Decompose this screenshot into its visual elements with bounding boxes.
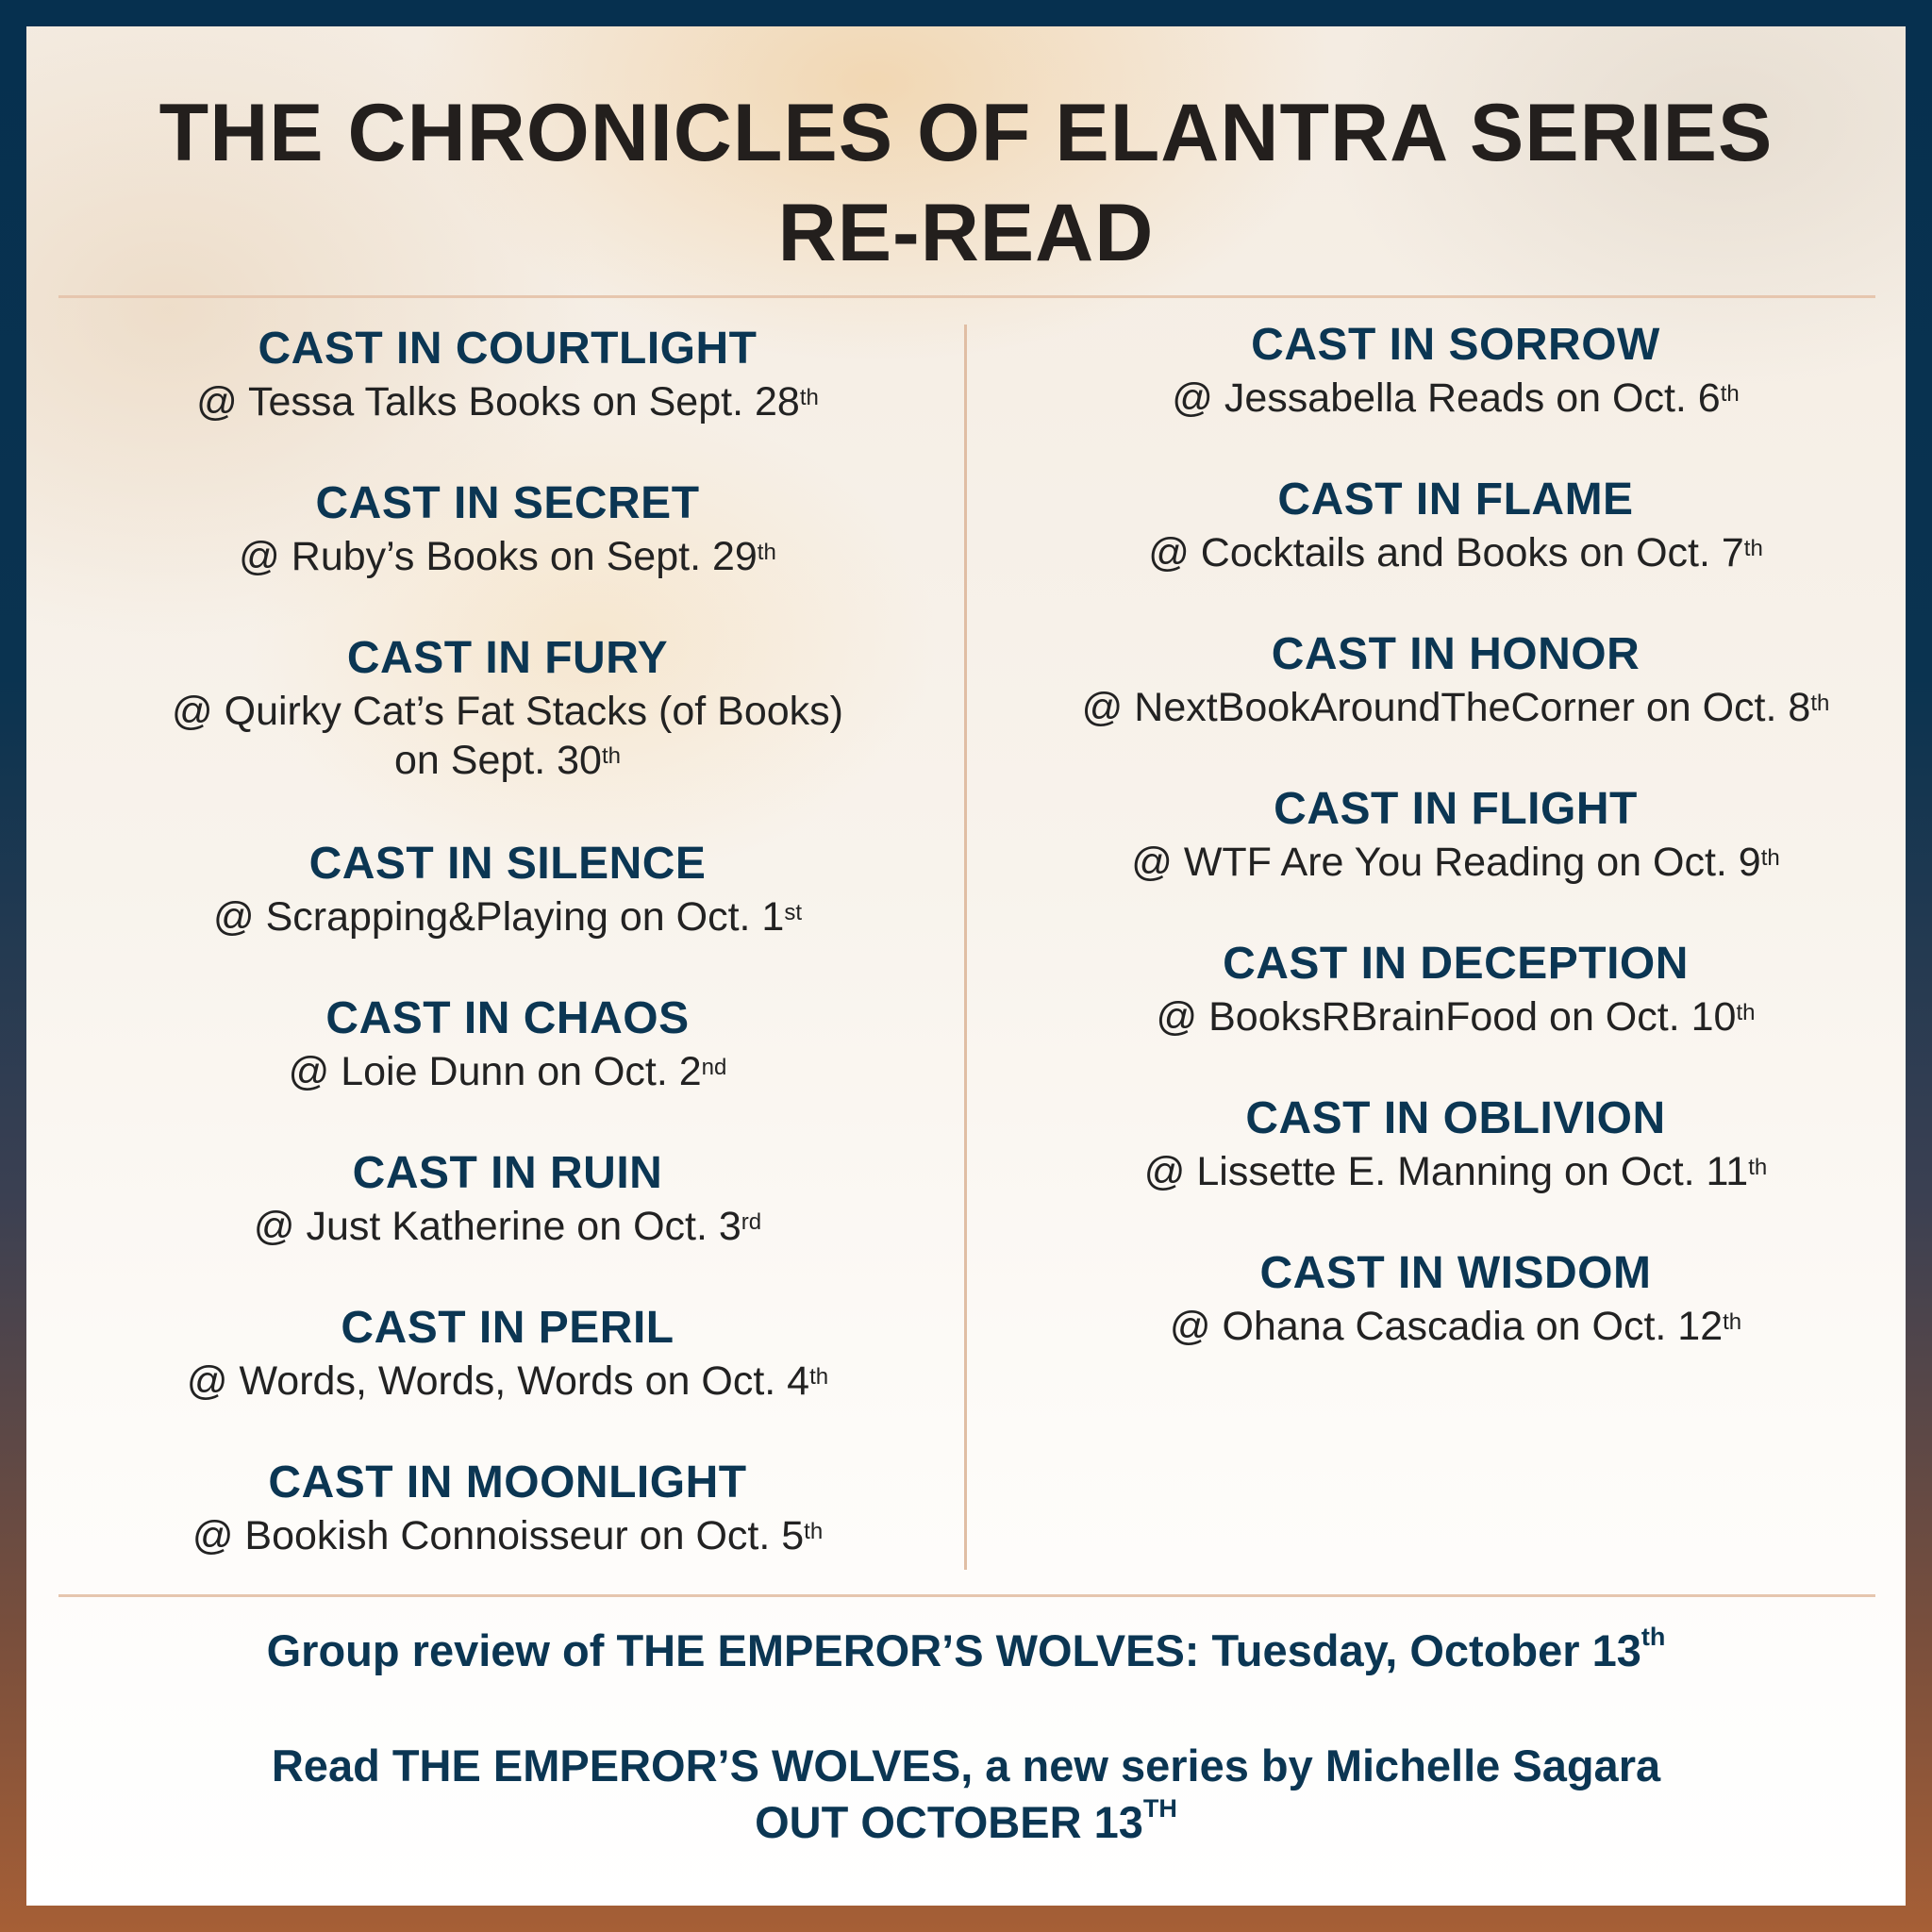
host-text: @ WTF Are You Reading on Oct. 9 bbox=[1131, 840, 1761, 885]
schedule-entry bbox=[83, 841, 932, 941]
date-suffix: th bbox=[1736, 1000, 1756, 1025]
schedule-entry bbox=[998, 941, 1913, 1041]
host-line bbox=[998, 1302, 1913, 1351]
date-suffix: th bbox=[757, 540, 776, 565]
book-title: CAST IN FLIGHT bbox=[1274, 784, 1638, 834]
date-suffix: th bbox=[1641, 1623, 1666, 1651]
host-text: on Sept. 30 bbox=[394, 738, 602, 783]
book-title: CAST IN SECRET bbox=[315, 478, 700, 528]
host-text: @ NextBookAroundTheCorner on Oct. 8 bbox=[1081, 685, 1811, 730]
date-suffix: nd bbox=[701, 1055, 727, 1080]
host-text: @ Cocktails and Books on Oct. 7 bbox=[1148, 530, 1744, 575]
host-line bbox=[83, 1357, 932, 1406]
host-text: @ Scrapping&Playing on Oct. 1 bbox=[212, 894, 785, 940]
host-text: @ Jessabella Reads on Oct. 6 bbox=[1172, 375, 1721, 421]
book-title: CAST IN CHAOS bbox=[325, 993, 690, 1043]
host-line bbox=[998, 992, 1913, 1041]
top-divider bbox=[58, 295, 1875, 298]
promo-line: Read THE EMPEROR’S WOLVES, a new series by Michelle Sagara bbox=[271, 1740, 1661, 1790]
host-line bbox=[998, 683, 1913, 732]
date-suffix: th bbox=[1743, 536, 1763, 561]
book-title: CAST IN PERIL bbox=[341, 1303, 675, 1353]
release-date-text: OUT OCTOBER 13 bbox=[755, 1797, 1143, 1847]
announcement-panel bbox=[26, 26, 1906, 1906]
date-suffix: th bbox=[1810, 691, 1830, 716]
host-line bbox=[998, 528, 1913, 577]
book-title: CAST IN FURY bbox=[346, 633, 669, 683]
book-title: CAST IN HONOR bbox=[1271, 629, 1641, 679]
host-line bbox=[998, 838, 1913, 887]
date-suffix: th bbox=[1723, 1309, 1742, 1335]
host-text: @ Lissette E. Manning on Oct. 11 bbox=[1143, 1149, 1749, 1194]
schedule-entry bbox=[83, 1303, 932, 1406]
host-text: @ Words, Words, Words on Oct. 4 bbox=[186, 1358, 810, 1404]
schedule-entry bbox=[83, 633, 932, 785]
host-line bbox=[998, 1147, 1913, 1196]
bottom-divider bbox=[58, 1594, 1875, 1597]
book-title: CAST IN SILENCE bbox=[308, 839, 707, 889]
schedule-entry bbox=[83, 326, 932, 426]
date-suffix: TH bbox=[1142, 1794, 1177, 1823]
host-text: @ Tessa Talks Books on Sept. 28 bbox=[196, 379, 800, 425]
host-text: @ Loie Dunn on Oct. 2 bbox=[288, 1049, 702, 1094]
schedule-entry bbox=[83, 1457, 932, 1560]
host-text: @ Just Katherine on Oct. 3 bbox=[253, 1204, 741, 1249]
host-line-continued bbox=[83, 736, 932, 785]
host-line bbox=[83, 892, 932, 941]
host-text: @ Ohana Cascadia on Oct. 12 bbox=[1169, 1304, 1724, 1349]
host-line bbox=[83, 1511, 932, 1560]
host-text: @ Bookish Connoisseur on Oct. 5 bbox=[192, 1513, 805, 1558]
book-title: CAST IN MOONLIGHT bbox=[268, 1457, 747, 1507]
date-suffix: th bbox=[799, 385, 819, 410]
schedule-entry bbox=[83, 1148, 932, 1251]
host-line bbox=[83, 1047, 932, 1096]
schedule-entry bbox=[83, 993, 932, 1096]
schedule-entry bbox=[998, 477, 1913, 577]
host-line bbox=[998, 374, 1913, 423]
date-suffix: th bbox=[1760, 845, 1780, 871]
schedule-entry bbox=[998, 320, 1913, 423]
page-title: THE CHRONICLES OF ELANTRA SERIES bbox=[158, 88, 1774, 178]
schedule-entry bbox=[998, 629, 1913, 732]
book-title: CAST IN FLAME bbox=[1277, 475, 1634, 525]
date-suffix: rd bbox=[741, 1209, 762, 1235]
host-text: @ Quirky Cat’s Fat Stacks (of Books) bbox=[172, 689, 843, 734]
column-divider bbox=[964, 325, 967, 1570]
book-title: CAST IN DECEPTION bbox=[1223, 939, 1689, 989]
date-suffix: th bbox=[1720, 381, 1740, 407]
schedule-entry bbox=[83, 478, 932, 581]
book-title: CAST IN SORROW bbox=[1251, 320, 1660, 370]
schedule-entry bbox=[998, 1248, 1913, 1351]
group-review-text: Group review of THE EMPEROR’S WOLVES: Tuesday, October 13 bbox=[266, 1625, 1641, 1675]
date-suffix: th bbox=[804, 1519, 824, 1544]
schedule-entry bbox=[998, 784, 1913, 887]
host-text: @ BooksRBrainFood on Oct. 10 bbox=[1156, 994, 1737, 1040]
date-suffix: th bbox=[1748, 1155, 1768, 1180]
date-suffix: th bbox=[809, 1364, 829, 1390]
release-date-line bbox=[26, 1794, 1906, 1847]
page-subtitle: RE-READ bbox=[777, 188, 1155, 278]
book-title: CAST IN WISDOM bbox=[1259, 1248, 1652, 1298]
book-title: CAST IN RUIN bbox=[352, 1148, 663, 1198]
book-title: CAST IN OBLIVION bbox=[1245, 1093, 1666, 1143]
schedule-entry bbox=[998, 1093, 1913, 1196]
date-suffix: st bbox=[784, 900, 803, 925]
host-line bbox=[83, 532, 932, 581]
host-text: @ Ruby’s Books on Sept. 29 bbox=[239, 534, 758, 579]
host-line bbox=[83, 1202, 932, 1251]
date-suffix: th bbox=[601, 743, 621, 769]
host-line bbox=[83, 687, 932, 736]
group-review-line bbox=[26, 1623, 1906, 1675]
book-title: CAST IN COURTLIGHT bbox=[258, 324, 758, 374]
host-line bbox=[83, 377, 932, 426]
